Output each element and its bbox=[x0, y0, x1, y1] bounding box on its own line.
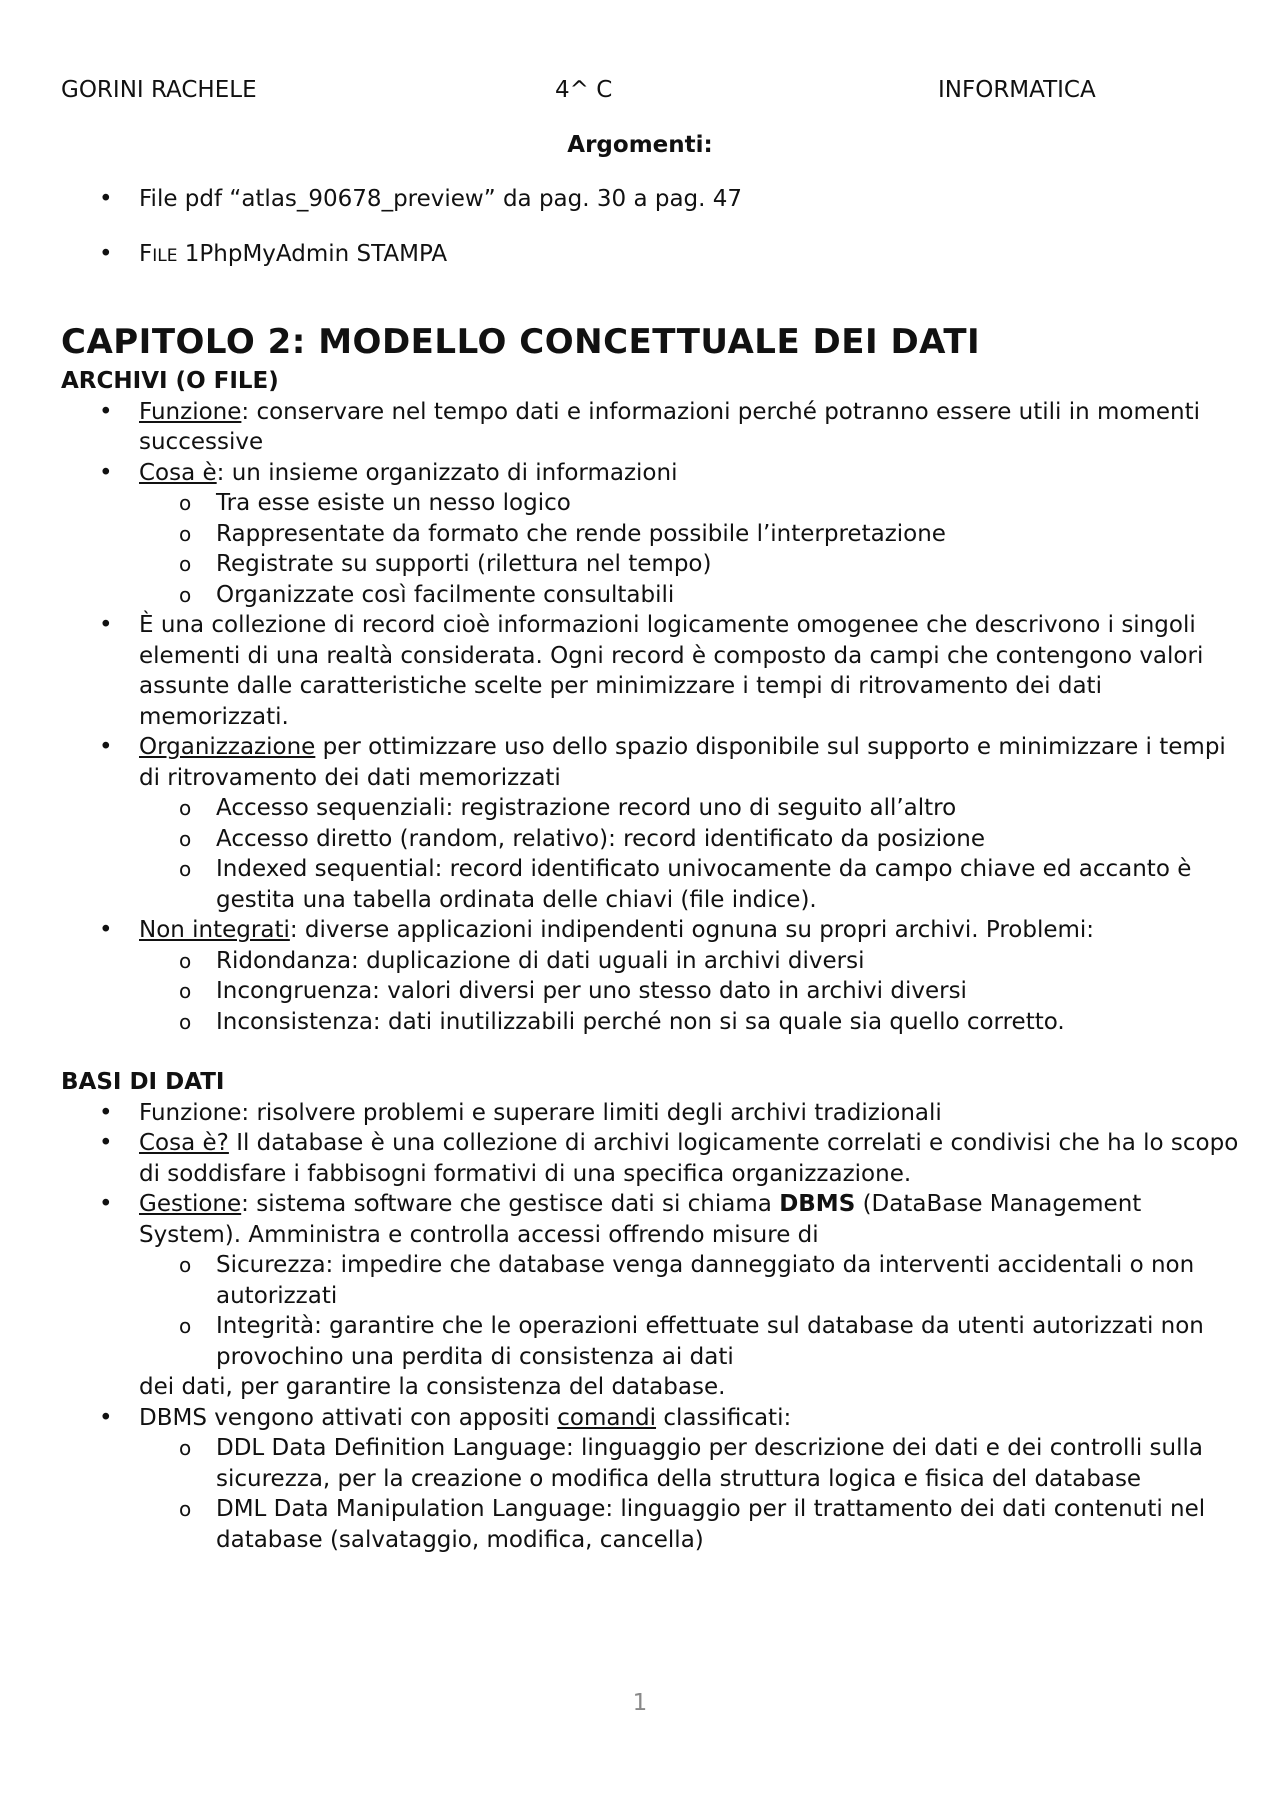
sub-bullet-icon: o bbox=[179, 1314, 192, 1338]
bullet-icon: • bbox=[99, 734, 113, 760]
term-cosa-e-db: Cosa è? bbox=[139, 1130, 229, 1156]
sub-bullet-icon: o bbox=[179, 948, 192, 973]
topic-item bbox=[61, 241, 742, 296]
sub-item-text: Integrità: garantire che le operazioni effettuate sul database da utenti autorizzati non provochino una perdita di consistenza ai dati bbox=[216, 1313, 1204, 1370]
topic-file-rest: 1PhpMyAdmin STAMPA bbox=[177, 241, 448, 267]
list-item-text: : diverse applicazioni indipendenti ognuna su propri archivi. Problemi: bbox=[289, 917, 1095, 943]
term-dbms: DBMS bbox=[779, 1191, 856, 1217]
sub-bullet-icon: o bbox=[179, 491, 192, 515]
sub-bullet-icon: o bbox=[179, 1253, 192, 1277]
term-non-integrati: Non integrati bbox=[139, 917, 290, 943]
sub-list-item bbox=[61, 580, 1241, 611]
chapter-title: CAPITOLO 2: MODELLO CONCETTUALE DEI DATI bbox=[61, 322, 981, 362]
bullet-icon: • bbox=[99, 459, 113, 486]
sub-list-item bbox=[61, 976, 1241, 1007]
list-item bbox=[61, 1098, 1241, 1129]
sub-bullet-icon: o bbox=[179, 857, 192, 881]
term-cosa-e: Cosa è bbox=[139, 459, 217, 486]
section-title-archivi: ARCHIVI (O FILE) bbox=[61, 368, 279, 394]
sub-bullet-icon: o bbox=[179, 582, 192, 607]
sub-item-text: Ridondanza: duplicazione di dati uguali in archivi diversi bbox=[216, 947, 865, 974]
sub-item-text: Organizzate così facilmente consultabili bbox=[216, 581, 675, 608]
sub-list-item bbox=[61, 1433, 1241, 1494]
bullet-icon: • bbox=[99, 1099, 113, 1126]
bullet-icon: • bbox=[99, 917, 113, 943]
sub-item-text: DML Data Manipulation Language: linguaggio per il trattamento dei dati contenuti nel database (salvataggio, modifica, cancella) bbox=[216, 1496, 1206, 1553]
list-item-text: classificati: bbox=[656, 1404, 792, 1431]
list-item-text: È una collezione di record cioè informazioni logicamente omogenee che descrivono i singoli elementi di una realtà considerata. Ogni record è composto da campi che contengono valori assunte dalle caratteristiche scelte per minimizzare i tempi di ritrovamento dei dati memorizzati. bbox=[139, 612, 1204, 730]
sub-list-item bbox=[61, 854, 1241, 915]
list-item-text: : un insieme organizzato di informazioni bbox=[216, 459, 678, 486]
list-item-text: DBMS vengono attivati con appositi bbox=[139, 1404, 558, 1431]
sub-list-item bbox=[61, 549, 1241, 580]
sub-item-text: Accesso diretto (random, relativo): record identificato da posizione bbox=[216, 825, 985, 852]
sub-list-item bbox=[61, 519, 1241, 550]
sub-list-item bbox=[61, 488, 1241, 519]
sub-bullet-icon: o bbox=[179, 1497, 192, 1521]
sub-item-text: Registrate su supporti (rilettura nel tempo) bbox=[216, 551, 712, 577]
bullet-icon: • bbox=[99, 1191, 113, 1217]
sub-bullet-icon: o bbox=[179, 552, 192, 576]
list-item bbox=[61, 1189, 1241, 1250]
list-item bbox=[61, 732, 1241, 793]
list-item bbox=[61, 1403, 1241, 1434]
term-comandi: comandi bbox=[557, 1404, 657, 1431]
sub-bullet-icon: o bbox=[179, 521, 192, 546]
sub-bullet-icon: o bbox=[179, 826, 192, 851]
sub-list-item bbox=[61, 793, 1241, 824]
bullet-icon: • bbox=[99, 1404, 113, 1431]
term-organizzazione: Organizzazione bbox=[139, 734, 316, 760]
list-item-text: per ottimizzare uso dello spazio disponibile sul supporto e minimizzare i tempi di ritrovamento dei dati memorizzati bbox=[139, 734, 1226, 791]
sub-item-text: Incongruenza: valori diversi per uno stesso dato in archivi diversi bbox=[216, 978, 967, 1004]
sub-list-item bbox=[61, 946, 1241, 977]
sub-list-item bbox=[61, 1250, 1241, 1311]
page-number: 1 bbox=[632, 1690, 648, 1716]
sub-item-text: Rappresentate da formato che rende possibile l’interpretazione bbox=[216, 520, 946, 547]
sub-list-item bbox=[61, 1311, 1241, 1372]
bullet-icon: • bbox=[99, 1130, 113, 1156]
sub-bullet-icon: o bbox=[179, 1436, 192, 1460]
list-item-text: : sistema software che gestisce dati si chiama bbox=[241, 1191, 780, 1217]
sub-item-text: DDL Data Definition Language: linguaggio per descrizione dei dati e dei controlli sulla sicurezza, per la creazione o modifica della struttura logica e fisica del database bbox=[216, 1435, 1203, 1492]
header-student-name: GORINI RACHELE bbox=[61, 77, 257, 103]
sub-list-item bbox=[61, 1494, 1241, 1555]
bullet-icon: • bbox=[99, 398, 113, 425]
list-item bbox=[61, 458, 1241, 489]
list-item-text: Funzione: risolvere problemi e superare limiti degli archivi tradizionali bbox=[139, 1099, 942, 1126]
list-item bbox=[61, 610, 1241, 732]
list-item-text: : conservare nel tempo dati e informazioni perché potranno essere utili in momenti successive bbox=[139, 398, 1201, 455]
topics-list bbox=[61, 186, 742, 296]
list-item bbox=[61, 397, 1241, 458]
topic-file-smallcaps: ILE bbox=[152, 246, 178, 266]
chapter-body bbox=[61, 366, 1241, 1555]
bullet-icon: • bbox=[99, 186, 113, 212]
sub-bullet-icon: o bbox=[179, 1009, 192, 1034]
section-spacer bbox=[61, 1037, 1241, 1067]
topic-file-prefix: F bbox=[139, 241, 153, 267]
sub-item-text: Indexed sequential: record identificato univocamente da campo chiave ed accanto è gestita una tabella ordinata delle chiavi (file indice). bbox=[216, 856, 1192, 913]
header-class: 4^ C bbox=[555, 77, 613, 103]
term-gestione: Gestione bbox=[139, 1191, 242, 1217]
bullet-icon: • bbox=[99, 241, 113, 267]
list-item bbox=[61, 915, 1241, 946]
term-funzione: Funzione bbox=[139, 398, 242, 425]
topic-item bbox=[61, 186, 742, 241]
list-item-text: (DataBase Management System). Amministra e controlla accessi offrendo misure di bbox=[139, 1191, 1142, 1248]
section-title-basi: BASI DI DATI bbox=[61, 1069, 225, 1095]
list-item bbox=[61, 1128, 1241, 1189]
sub-item-text: Accesso sequenziali: registrazione record uno di seguito all’altro bbox=[216, 795, 957, 821]
sub-list-item bbox=[61, 1007, 1241, 1038]
sub-bullet-icon: o bbox=[179, 796, 192, 820]
topics-title: Argomenti: bbox=[567, 132, 713, 158]
sub-list-item bbox=[61, 824, 1241, 855]
bullet-icon: • bbox=[99, 612, 113, 638]
sub-item-text: Sicurezza: impedire che database venga danneggiato da interventi accidentali o non autorizzati bbox=[216, 1252, 1195, 1309]
list-item-text: Il database è una collezione di archivi logicamente correlati e condivisi che ha lo scopo di soddisfare i fabbisogni formativi di una specifica organizzazione. bbox=[139, 1130, 1239, 1187]
topic-text: File pdf “atlas_90678_preview” da pag. 30 a pag. 47 bbox=[139, 186, 743, 212]
sub-item-text: Tra esse esiste un nesso logico bbox=[216, 490, 571, 516]
sub-item-text: Inconsistenza: dati inutilizzabili perché non si sa quale sia quello corretto. bbox=[216, 1008, 1065, 1035]
continuation-text: dei dati, per garantire la consistenza del database. bbox=[139, 1374, 726, 1400]
sub-bullet-icon: o bbox=[179, 979, 192, 1003]
header-subject: INFORMATICA bbox=[938, 77, 1096, 103]
